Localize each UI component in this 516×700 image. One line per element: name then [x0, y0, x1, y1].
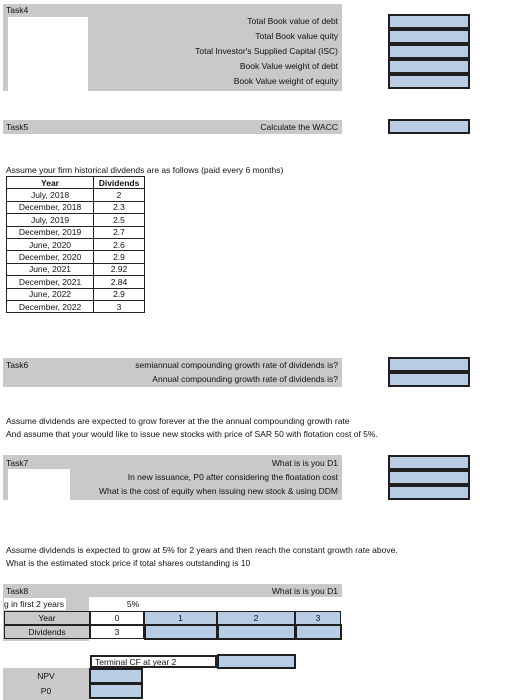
year-cell: December, 2018: [7, 201, 94, 213]
year-cell: June, 2022: [7, 288, 94, 300]
table-row: [7, 300, 145, 312]
dividend-cell: 2.7: [94, 226, 145, 238]
year-cell: December, 2020: [7, 251, 94, 263]
dividend-cell: 2.6: [94, 238, 145, 250]
task6-label-annual: Annual compounding growth rate of dividends is?: [152, 374, 338, 384]
assume1-line2: And assume that your would like to issue new stocks with price of SAR 50 with flotation cost of 5%.: [6, 429, 378, 439]
assume1-line1: Assume dividends are expected to grow forever at the the annual compounding growth rate: [6, 416, 350, 426]
year-cell: July, 2018: [7, 189, 94, 201]
assume2-line2: What is the estimated stock price if total shares outstanding is 10: [6, 558, 251, 568]
year-2-cell: 2: [217, 611, 295, 625]
task4-label-isc: Total Investor's Supplied Capital (ISC): [195, 46, 338, 56]
terminal-cf-input[interactable]: [217, 654, 296, 669]
table-header-row: [7, 177, 145, 189]
year-label-cell: Year: [4, 611, 90, 625]
task5-input-wacc[interactable]: [388, 119, 470, 134]
task4-label-equity: Total Book value quity: [255, 31, 338, 41]
task4-label-weight-equity: Book Value weight of equity: [233, 76, 338, 86]
header-dividends: Dividends: [94, 177, 145, 189]
history-intro: Assume your firm historical divdends are as follows (paid every 6 months): [6, 165, 284, 175]
task6-tag: Task6: [6, 360, 29, 370]
task8-label-d1: What is is you D1: [271, 586, 338, 596]
year-cell: December, 2022: [7, 300, 94, 312]
year-1-cell: 1: [144, 611, 217, 625]
task5-label-wacc: Calculate the WACC: [260, 122, 338, 132]
table-row: [7, 226, 145, 238]
table-row: [7, 263, 145, 275]
task5-tag: Task5: [6, 122, 29, 132]
dividend-cell: 2.3: [94, 201, 145, 213]
task4-label-debt: Total Book value of debt: [247, 16, 338, 26]
year-3-cell: 3: [295, 611, 341, 625]
growth-label: g in first 2 years: [4, 599, 64, 609]
dividend-cell: 2.84: [94, 276, 145, 288]
terminal-cf-label: Terminal CF at year 2: [90, 655, 217, 668]
task4-input-debt[interactable]: [388, 14, 470, 29]
task7-blank-area: [8, 469, 70, 500]
dividend-cell: 2.9: [94, 251, 145, 263]
assume2-line1: Assume dividends is expected to grow at 5% for 2 years and then reach the constant growth rate above.: [6, 545, 398, 555]
dividend-history-table: [6, 176, 145, 313]
task6-label-semiannual: semiannual compounding growth rate of dividends is?: [135, 360, 338, 370]
table-row: [7, 238, 145, 250]
task7-input-p0[interactable]: [388, 470, 470, 485]
task7-tag: Task7: [6, 458, 29, 468]
task4-label-weight-debt: Book Value weight of debt: [239, 61, 338, 71]
dividend-0-cell: 3: [90, 625, 144, 639]
task4-blank-area: [8, 17, 88, 91]
year-cell: December, 2019: [7, 226, 94, 238]
year-cell: July, 2019: [7, 214, 94, 226]
dividend-1-input[interactable]: [144, 624, 218, 640]
dividend-cell: 3: [94, 300, 145, 312]
year-cell: June, 2020: [7, 238, 94, 250]
table-row: [7, 276, 145, 288]
task4-input-weight-debt[interactable]: [388, 59, 470, 74]
task7-label-cost-equity: What is the cost of equity when issuing new stock & using DDM: [98, 486, 338, 496]
task7-label-d1: What is is you D1: [271, 458, 338, 468]
year-cell: June, 2021: [7, 263, 94, 275]
table-row: [7, 201, 145, 213]
dividend-3-input[interactable]: [295, 624, 342, 640]
table-row: [7, 214, 145, 226]
task7-input-cost-equity[interactable]: [388, 485, 470, 500]
p0-input[interactable]: [89, 683, 143, 699]
year-cell: December, 2021: [7, 276, 94, 288]
task6-input-semiannual[interactable]: [388, 357, 470, 372]
table-row: [7, 288, 145, 300]
table-row: [7, 189, 145, 201]
growth-value: 5%: [126, 599, 140, 609]
task4-tag: Task4: [6, 5, 29, 15]
task8-tag: Task8: [6, 586, 29, 596]
table-row: [7, 251, 145, 263]
npv-label: NPV: [37, 671, 55, 681]
npv-input[interactable]: [89, 668, 143, 684]
dividend-cell: 2.9: [94, 288, 145, 300]
dividend-cell: 2.5: [94, 214, 145, 226]
task6-input-annual[interactable]: [388, 372, 470, 387]
task4-input-isc[interactable]: [388, 44, 470, 59]
task4-input-equity[interactable]: [388, 29, 470, 44]
p0-label: P0: [40, 686, 52, 696]
task7-label-p0: In new issuance, P0 after considering the floatation cost: [127, 472, 338, 482]
dividends-label-cell: Dividends: [4, 625, 90, 639]
year-0-cell: 0: [90, 611, 144, 625]
dividend-cell: 2.92: [94, 263, 145, 275]
dividend-cell: 2: [94, 189, 145, 201]
task7-input-d1[interactable]: [388, 455, 470, 470]
dividend-2-input[interactable]: [217, 624, 296, 640]
header-year: Year: [7, 177, 94, 189]
task4-input-weight-equity[interactable]: [388, 74, 470, 89]
